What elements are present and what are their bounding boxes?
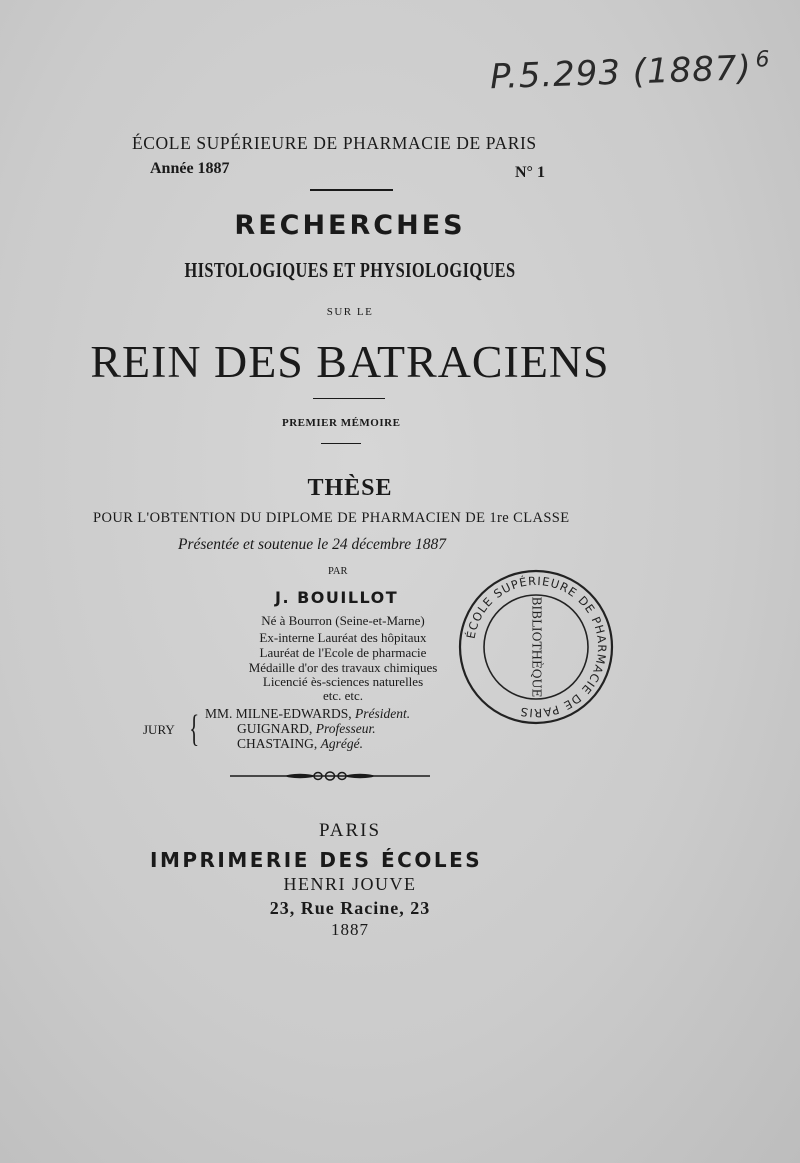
credential-line: Lauréat de l'Ecole de pharmacie	[259, 645, 427, 660]
title-connector: SUR LE	[326, 306, 374, 318]
thesis-purpose: POUR L'OBTENTION DU DIPLOME DE PHARMACIEN DE 1re CLASSE	[93, 510, 570, 526]
imprint-printer-name: HENRI JOUVE	[283, 874, 417, 894]
title-recherches: RECHERCHES	[234, 210, 466, 241]
divider	[313, 398, 385, 399]
jury-label: JURY	[143, 722, 175, 737]
credential-line: Né à Bourron (Seine-et-Marne)	[261, 613, 425, 628]
brace-icon: {	[189, 708, 200, 750]
jury-member: MM. MILNE-EDWARDS, Président.	[205, 706, 411, 721]
stamp-outer-text: ÉCOLE SUPÉRIEURE DE PHARMACIE DE PARIS	[463, 573, 610, 721]
credential-line: Médaille d'or des travaux chimiques	[248, 660, 438, 675]
stamp-inner-text: BIBLIOTHÈQUE	[529, 596, 544, 698]
title-subtitle: HISTOLOGIQUES ET PHYSIOLOGIQUES	[184, 258, 516, 282]
imprint-address: 23, Rue Racine, 23	[269, 898, 431, 918]
year-label: Année 1887	[150, 160, 230, 177]
jury-member: GUIGNARD, Professeur.	[237, 721, 376, 736]
jury-member: CHASTAING, Agrégé.	[237, 736, 364, 751]
school-name: ÉCOLE SUPÉRIEURE DE PHARMACIE DE PARIS	[132, 133, 537, 153]
by-label: PAR	[328, 566, 348, 577]
ornament-divider	[230, 768, 430, 784]
credential-line: etc. etc.	[322, 688, 364, 703]
imprint-year: 1887	[331, 920, 369, 939]
credential-line: Ex-interne Lauréat des hôpitaux	[259, 630, 427, 645]
imprint-city: PARIS	[318, 820, 382, 841]
title-main: REIN DES BATRACIENS	[90, 337, 610, 387]
divider	[321, 443, 361, 444]
memoir-label: PREMIER MÉMOIRE	[282, 417, 401, 429]
divider	[310, 189, 393, 191]
imprint-printer: IMPRIMERIE DES ÉCOLES	[150, 848, 483, 872]
thesis-presented: Présentée et soutenue le 24 décembre 1887	[178, 536, 446, 553]
thesis-number: N° 1	[515, 164, 545, 181]
thesis-heading: THÈSE	[307, 475, 393, 501]
credential-line: Licencié ès-sciences naturelles	[262, 674, 424, 689]
author-name: J. BOUILLOT	[275, 588, 399, 607]
library-stamp	[457, 568, 615, 726]
handwritten-shelfmark: P.5.293 (1887) $^6$	[489, 47, 771, 98]
